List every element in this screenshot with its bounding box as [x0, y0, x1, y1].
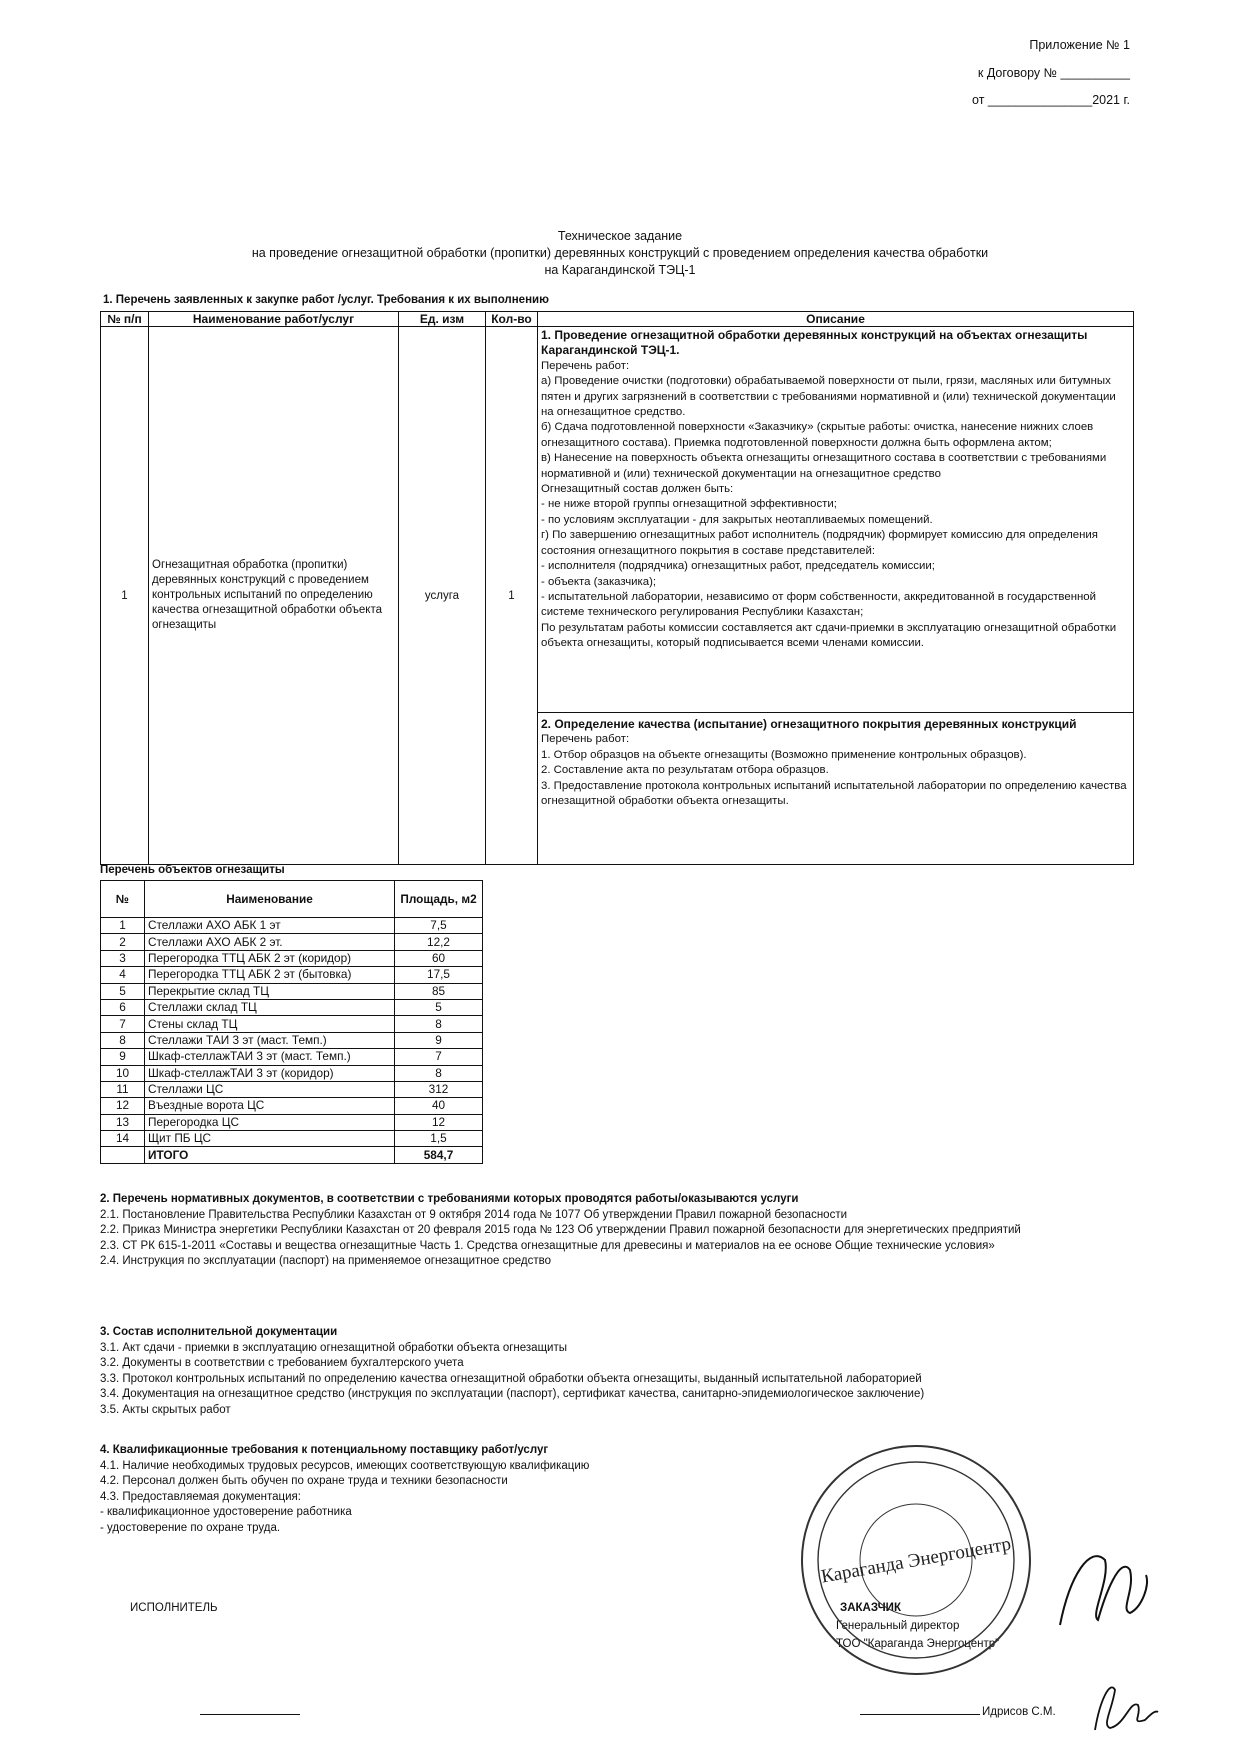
list-item: 2.3. СТ РК 615-1-2011 «Составы и вещества огнезащитные Часть 1. Средства огнезащитные для древесины и материалов на ее основе Общие технические условия» — [100, 1239, 995, 1252]
obj-num-cell: 10 — [101, 1065, 145, 1081]
section1-heading: 1. Перечень заявленных к закупке работ /услуг. Требования к их выполнению — [103, 294, 549, 306]
customer-organization: ТОО "Караганда Энергоцентр" — [836, 1638, 1000, 1650]
table-row — [101, 1065, 483, 1081]
executor-label: ИСПОЛНИТЕЛЬ — [130, 1602, 218, 1614]
list-item: 3.1. Акт сдачи - приемки в эксплуатацию огнезащитной обработки объекта огнезащиты — [100, 1341, 567, 1354]
obj-area-cell: 8 — [395, 1016, 483, 1032]
total-label: ИТОГО — [145, 1147, 395, 1163]
obj-area-cell: 5 — [395, 999, 483, 1015]
obj-num-cell: 5 — [101, 983, 145, 999]
section2-block — [100, 1192, 1140, 1270]
row-qty: 1 — [486, 327, 538, 865]
desc1-item: - исполнителя (подрядчика) огнезащитных работ, председатель комиссии; — [541, 560, 935, 573]
table-row — [101, 1098, 483, 1114]
customer-name: Идрисов С.М. — [982, 1706, 1056, 1718]
description-part2 — [538, 713, 1134, 865]
section3-block — [100, 1325, 1140, 1418]
customer-signature-line — [860, 1714, 980, 1715]
obj-name-cell: Въездные ворота ЦС — [145, 1098, 395, 1114]
organization-stamp — [796, 1440, 1036, 1680]
contract-number-line: к Договору № __________ — [977, 66, 1130, 80]
col-obj-num: № — [101, 881, 145, 918]
list-item: 3.3. Протокол контрольных испытаний по определению качества огнезащитной обработки объекта огнезащиты, выданный испытательной лабораторией — [100, 1372, 922, 1385]
document-title: Техническое задание — [557, 229, 683, 243]
total-row — [101, 1147, 483, 1163]
customer-initials-signature — [1090, 1670, 1160, 1740]
desc1-item: Огнезащитный состав должен быть: — [541, 483, 734, 496]
objects-heading: Перечень объектов огнезащиты — [100, 864, 285, 876]
desc1-item: - испытательной лаборатории, независимо от форм собственности, аккредитованной в государственной системе технического регулирования Республики Казахстан; — [541, 590, 1096, 619]
list-item: - квалификационное удостоверение работника — [100, 1506, 352, 1518]
desc1-item: - по условиям эксплуатации - для закрытых неотапливаемых помещений. — [541, 513, 933, 526]
desc2-item: 3. Предоставление протокола контрольных испытаний испытательной лаборатории по определению качества огнезащитной обработки объекта огнезащиты. — [541, 779, 1127, 808]
works-table-header — [101, 312, 1134, 327]
customer-handwritten-signature — [1050, 1535, 1160, 1635]
obj-name-cell: Стеллажи ЦС — [145, 1081, 395, 1097]
obj-area-cell: 1,5 — [395, 1131, 483, 1147]
document-subtitle-location: на Карагандинской ТЭЦ-1 — [544, 263, 696, 277]
desc1-heading: 1. Проведение огнезащитной обработки деревянных конструкций на объектах огнезащиты Карагандинской ТЭЦ-1. — [541, 328, 1088, 358]
obj-num-cell: 11 — [101, 1081, 145, 1097]
obj-num-cell: 2 — [101, 934, 145, 950]
list-item: 3.5. Акты скрытых работ — [100, 1403, 231, 1416]
table-row — [101, 934, 483, 950]
desc2-item: 2. Составление акта по результатам отбора образцов. — [541, 764, 829, 777]
list-item: 2.2. Приказ Министра энергетики Республики Казахстан от 20 февраля 2015 года № 123 Об утверждении Правил пожарной безопасности для энергетических предприятий — [100, 1224, 1021, 1236]
desc1-item: а) Проведение очистки (подготовки) обрабатываемой поверхности от пыли, грязи, масляных или битумных пятен и других загрязнений в соответствии с требованиями нормативной и (или) технической документации на огнезащитное средство. — [541, 375, 1116, 419]
desc1-item: в) Нанесение на поверхность объекта огнезащиты огнезащитного состава в соответствии с требованиями нормативной и (или) технической документации на огнезащитное средство — [541, 452, 1107, 480]
row-work-name: Огнезащитная обработка (пропитки) деревянных конструкций с проведением контрольных испытаний по определению качества огнезащитной обработки объекта огнезащиты — [149, 327, 399, 865]
executor-signature-line — [200, 1714, 300, 1715]
table-row — [101, 967, 483, 983]
works-table — [100, 311, 1134, 865]
obj-num-cell: 6 — [101, 999, 145, 1015]
obj-num-cell: 12 — [101, 1098, 145, 1114]
list-item: 4.3. Предоставляемая документация: — [100, 1490, 301, 1503]
contract-date-line: от _______________2021 г. — [972, 93, 1130, 107]
col-name: Наименование работ/услуг — [149, 312, 399, 327]
table-row — [101, 1032, 483, 1048]
list-item: 2.1. Постановление Правительства Республики Казахстан от 9 октября 2014 года № 1077 Об утверждении Правил пожарной безопасности — [100, 1208, 848, 1221]
obj-num-cell: 1 — [101, 918, 145, 934]
obj-name-cell: Стеллажи АХО АБК 1 эт — [145, 918, 395, 934]
obj-num-cell: 9 — [101, 1049, 145, 1065]
table-row — [101, 918, 483, 934]
obj-area-cell: 312 — [395, 1081, 483, 1097]
description-part1 — [538, 327, 1134, 713]
col-unit: Ед. изм — [399, 312, 486, 327]
obj-name-cell: Стены склад ТЦ — [145, 1016, 395, 1032]
list-item: 2.4. Инструкция по эксплуатации (паспорт) на применяемое огнезащитное средство — [100, 1255, 552, 1267]
obj-name-cell: Перегородка ТТЦ АБК 2 эт (бытовка) — [145, 967, 395, 983]
obj-num-cell: 4 — [101, 967, 145, 983]
section2-heading: 2. Перечень нормативных документов, в соответствии с требованиями которых проводятся работы/оказываются услуги — [100, 1193, 799, 1205]
desc1-item: По результатам работы комиссии составляется акт сдачи-приемки в эксплуатацию огнезащитной обработки объекта огнезащиты, который подписывается всеми членами комиссии. — [541, 621, 1117, 650]
list-item: 4.1. Наличие необходимых трудовых ресурсов, имеющих соответствующую квалификацию — [100, 1459, 590, 1472]
desc2-heading: 2. Определение качества (испытание) огнезащитного покрытия деревянных конструкций — [541, 717, 1077, 731]
total-value: 584,7 — [395, 1147, 483, 1163]
obj-area-cell: 85 — [395, 983, 483, 999]
desc2-item: 1. Отбор образцов на объекте огнезащиты (Возможно применение контрольных образцов). — [541, 748, 1027, 761]
list-item: 3.4. Документация на огнезащитное средство (инструкция по эксплуатации (паспорт), сертификат качества, санитарно-эпидемиологическое заключение) — [100, 1388, 925, 1400]
obj-area-cell: 17,5 — [395, 967, 483, 983]
customer-label: ЗАКАЗЧИК — [840, 1602, 901, 1614]
obj-name-cell: Щит ПБ ЦС — [145, 1131, 395, 1147]
desc2-item: Перечень работ: — [541, 733, 630, 746]
table-row — [101, 999, 483, 1015]
obj-name-cell: Стеллажи АХО АБК 2 эт. — [145, 934, 395, 950]
row-num: 1 — [101, 327, 149, 865]
obj-area-cell: 7,5 — [395, 918, 483, 934]
col-obj-name: Наименование — [145, 881, 395, 918]
table-row — [101, 983, 483, 999]
desc1-item: - объекта (заказчика); — [541, 575, 657, 588]
obj-area-cell: 60 — [395, 950, 483, 966]
document-subtitle: на проведение огнезащитной обработки (пропитки) деревянных конструкций с проведением определения качества обработки — [251, 246, 989, 260]
col-desc: Описание — [538, 312, 1134, 327]
table-row — [101, 950, 483, 966]
list-item: 4.2. Персонал должен быть обучен по охране труда и техники безопасности — [100, 1475, 508, 1487]
desc1-item: Перечень работ: — [541, 359, 630, 372]
desc1-item: - не ниже второй группы огнезащитной эффективности; — [541, 498, 837, 511]
desc1-item: г) По завершению огнезащитных работ исполнитель (подрядчик) формирует комиссию для определения состояния огнезащитного покрытия в составе представителей: — [541, 529, 1098, 557]
customer-position: Генеральный директор — [836, 1620, 960, 1632]
obj-name-cell: Перекрытие склад ТЦ — [145, 983, 395, 999]
objects-table-header — [101, 881, 483, 918]
obj-area-cell: 8 — [395, 1065, 483, 1081]
list-item: - удостоверение по охране труда. — [100, 1521, 281, 1534]
appendix-label: Приложение № 1 — [1029, 38, 1130, 52]
row-unit: услуга — [399, 327, 486, 865]
stamp-center-text: Караганда Энергоцентр — [819, 1533, 1013, 1588]
obj-num-cell: 14 — [101, 1131, 145, 1147]
obj-name-cell: Перегородка ЦС — [145, 1114, 395, 1130]
obj-num-cell: 13 — [101, 1114, 145, 1130]
obj-area-cell: 12 — [395, 1114, 483, 1130]
list-item: 3.2. Документы в соответствии с требованием бухгалтерского учета — [100, 1357, 464, 1369]
obj-area-cell: 7 — [395, 1049, 483, 1065]
objects-table — [100, 880, 483, 1164]
table-row — [101, 1049, 483, 1065]
table-row — [101, 1131, 483, 1147]
obj-name-cell: Стеллажи ТАИ 3 эт (маст. Темп.) — [145, 1032, 395, 1048]
obj-num-cell: 7 — [101, 1016, 145, 1032]
obj-num-cell: 8 — [101, 1032, 145, 1048]
obj-area-cell: 40 — [395, 1098, 483, 1114]
table-row — [101, 1081, 483, 1097]
col-num: № п/п — [101, 312, 149, 327]
table-row — [101, 327, 1134, 713]
col-obj-area: Площадь, м2 — [395, 881, 483, 918]
section4-heading: 4. Квалификационные требования к потенциальному поставщику работ/услуг — [100, 1444, 549, 1456]
table-row — [101, 1114, 483, 1130]
col-qty: Кол-во — [486, 312, 538, 327]
obj-name-cell: Перегородка ТТЦ АБК 2 эт (коридор) — [145, 950, 395, 966]
obj-name-cell: Шкаф-стеллажТАИ 3 эт (маст. Темп.) — [145, 1049, 395, 1065]
obj-name-cell: Стеллажи склад ТЦ — [145, 999, 395, 1015]
obj-num-cell: 3 — [101, 950, 145, 966]
desc1-item: б) Сдача подготовленной поверхности «Заказчику» (скрытые работы: очистка, нанесение нижних слоев огнезащитного состава). Приемка подготовленной поверхности должна быть оформлена актом; — [541, 421, 1094, 449]
obj-area-cell: 9 — [395, 1032, 483, 1048]
total-empty-cell — [101, 1147, 145, 1163]
obj-area-cell: 12,2 — [395, 934, 483, 950]
section3-heading: 3. Состав исполнительной документации — [100, 1326, 338, 1338]
table-row — [101, 1016, 483, 1032]
obj-name-cell: Шкаф-стеллажТАИ 3 эт (коридор) — [145, 1065, 395, 1081]
